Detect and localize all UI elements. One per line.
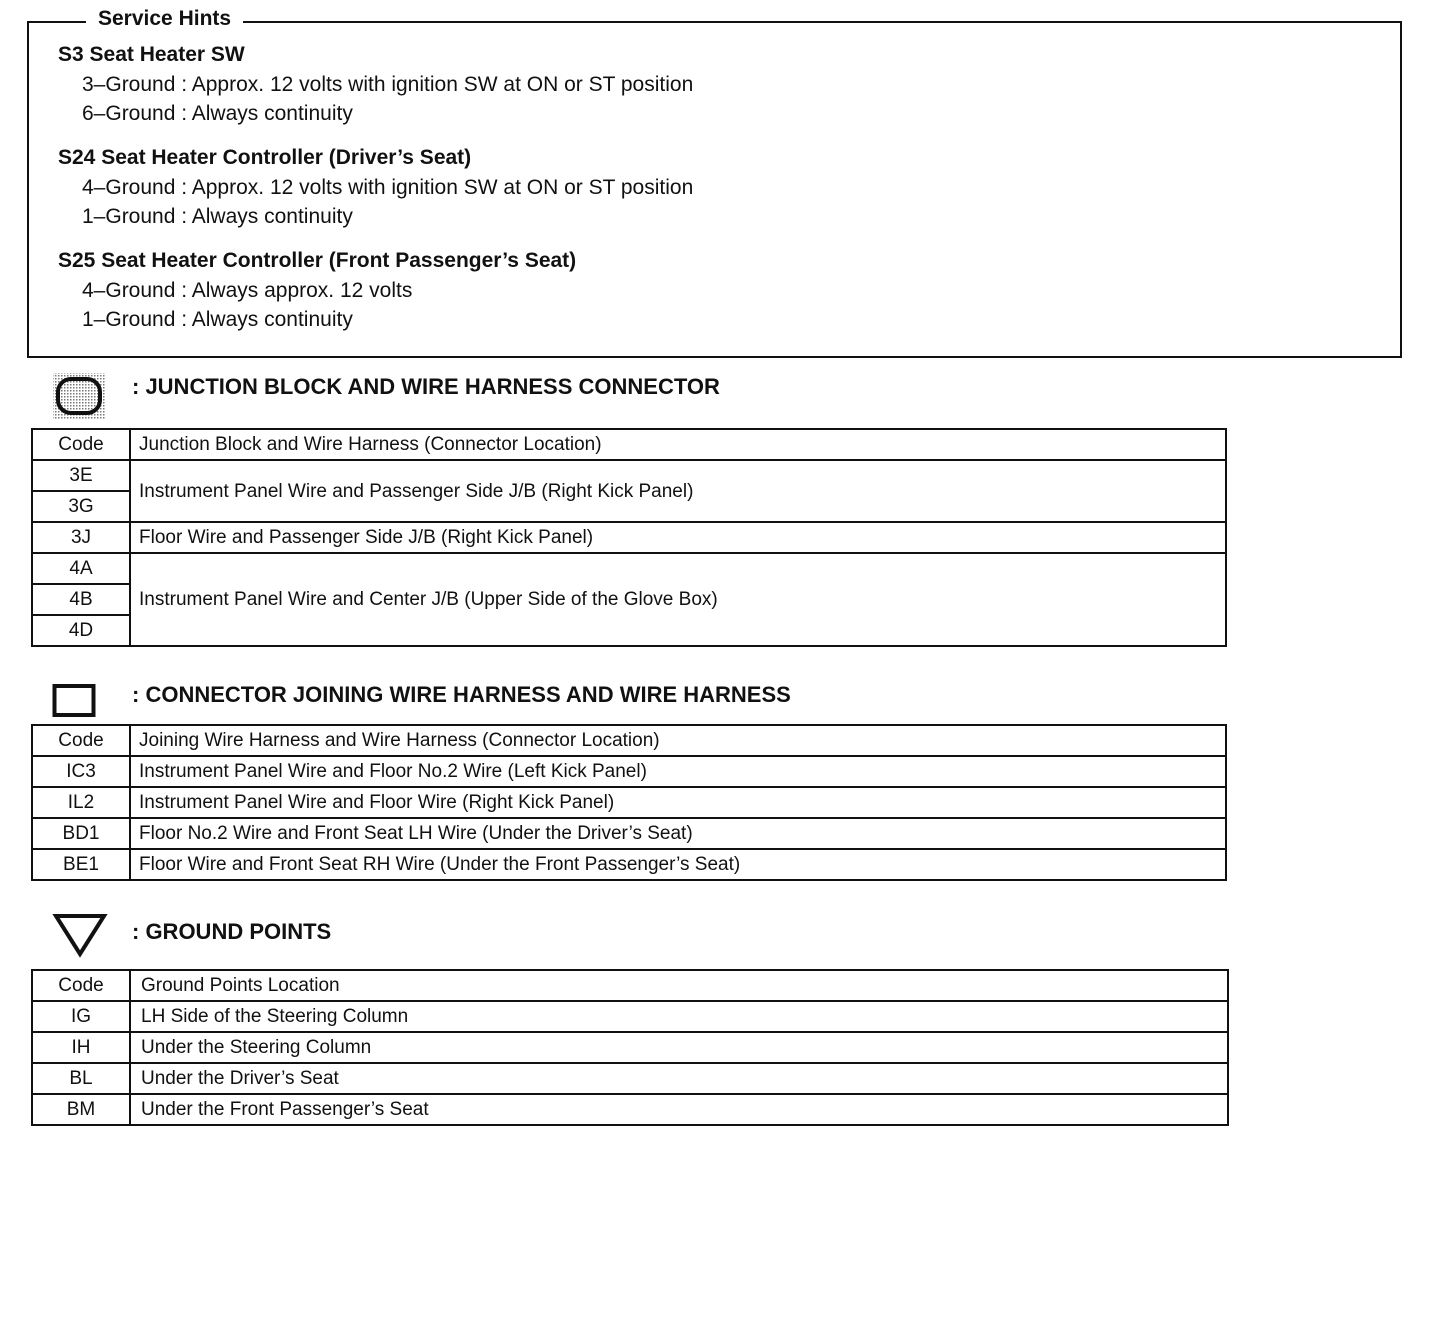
table-row [32,1063,1228,1094]
section-title: : CONNECTOR JOINING WIRE HARNESS AND WIRE HARNESS [132,682,791,707]
table-header-row [32,970,1228,1001]
header-code: Code [32,725,130,756]
service-hints-legend: Service Hints [86,5,243,33]
connector-joining-header [50,680,1250,730]
header-code: Code [32,429,130,460]
desc-cell: Instrument Panel Wire and Passenger Side J/B (Right Kick Panel) [130,460,1226,522]
section-title: : JUNCTION BLOCK AND WIRE HARNESS CONNECTOR [132,374,720,399]
rounded-square-shaded-icon [52,372,106,420]
table-row [32,1094,1228,1125]
table-row [32,1032,1228,1063]
code-cell: BD1 [32,818,130,849]
junction-block-header [50,372,1250,422]
square-outline-icon [52,683,98,719]
hint-title: S3 Seat Heater SW [58,43,245,66]
hint-line: 6–Ground : Always continuity [82,102,353,125]
code-cell: BE1 [32,849,130,880]
code-cell: 3J [32,522,130,553]
hint-line: 1–Ground : Always continuity [82,205,353,228]
desc-cell: Floor Wire and Passenger Side J/B (Right Kick Panel) [130,522,1226,553]
code-cell: IL2 [32,787,130,818]
desc-cell: Floor No.2 Wire and Front Seat LH Wire (Under the Driver’s Seat) [130,818,1226,849]
header-code: Code [32,970,130,1001]
table-row [32,849,1226,880]
hint-line: 1–Ground : Always continuity [82,308,353,331]
header-desc: Junction Block and Wire Harness (Connector Location) [130,429,1226,460]
table-row [32,756,1226,787]
table-row [32,522,1226,553]
code-cell: 4A [32,553,130,584]
hint-title: S25 Seat Heater Controller (Front Passenger’s Seat) [58,249,577,272]
table-header-row [32,429,1226,460]
ground-points-table [31,969,1229,1126]
desc-cell: Floor Wire and Front Seat RH Wire (Under the Front Passenger’s Seat) [130,849,1226,880]
ground-points-header [50,917,1250,967]
code-cell: 4D [32,615,130,646]
hint-line: 3–Ground : Approx. 12 volts with ignition SW at ON or ST position [82,73,694,96]
code-cell: BM [32,1094,130,1125]
junction-block-table [31,428,1227,647]
code-cell: IG [32,1001,130,1032]
table-row [32,1001,1228,1032]
connector-joining-table [31,724,1227,881]
desc-cell: Instrument Panel Wire and Floor No.2 Wire (Left Kick Panel) [130,756,1226,787]
table-row [32,787,1226,818]
desc-cell: LH Side of the Steering Column [130,1001,1228,1032]
table-row [32,460,1226,491]
section-title: : GROUND POINTS [132,919,332,944]
code-cell: IC3 [32,756,130,787]
code-cell: 3E [32,460,130,491]
desc-cell: Instrument Panel Wire and Center J/B (Upper Side of the Glove Box) [130,553,1226,646]
table-header-row [32,725,1226,756]
hint-line: 4–Ground : Always approx. 12 volts [82,279,413,302]
desc-cell: Under the Steering Column [130,1032,1228,1063]
hint-group-s24 [58,143,693,231]
desc-cell: Instrument Panel Wire and Floor Wire (Right Kick Panel) [130,787,1226,818]
header-desc: Joining Wire Harness and Wire Harness (Connector Location) [130,725,1226,756]
table-row [32,553,1226,584]
desc-cell: Under the Front Passenger’s Seat [130,1094,1228,1125]
code-cell: 3G [32,491,130,522]
hint-title: S24 Seat Heater Controller (Driver’s Seat) [58,146,472,169]
header-desc: Ground Points Location [130,970,1228,1001]
code-cell: 4B [32,584,130,615]
down-triangle-icon [52,912,108,960]
code-cell: IH [32,1032,130,1063]
hint-group-s3 [58,40,693,128]
desc-cell: Under the Driver’s Seat [130,1063,1228,1094]
hint-group-s25 [58,246,576,334]
code-cell: BL [32,1063,130,1094]
table-row [32,818,1226,849]
hint-line: 4–Ground : Approx. 12 volts with ignition SW at ON or ST position [82,176,694,199]
